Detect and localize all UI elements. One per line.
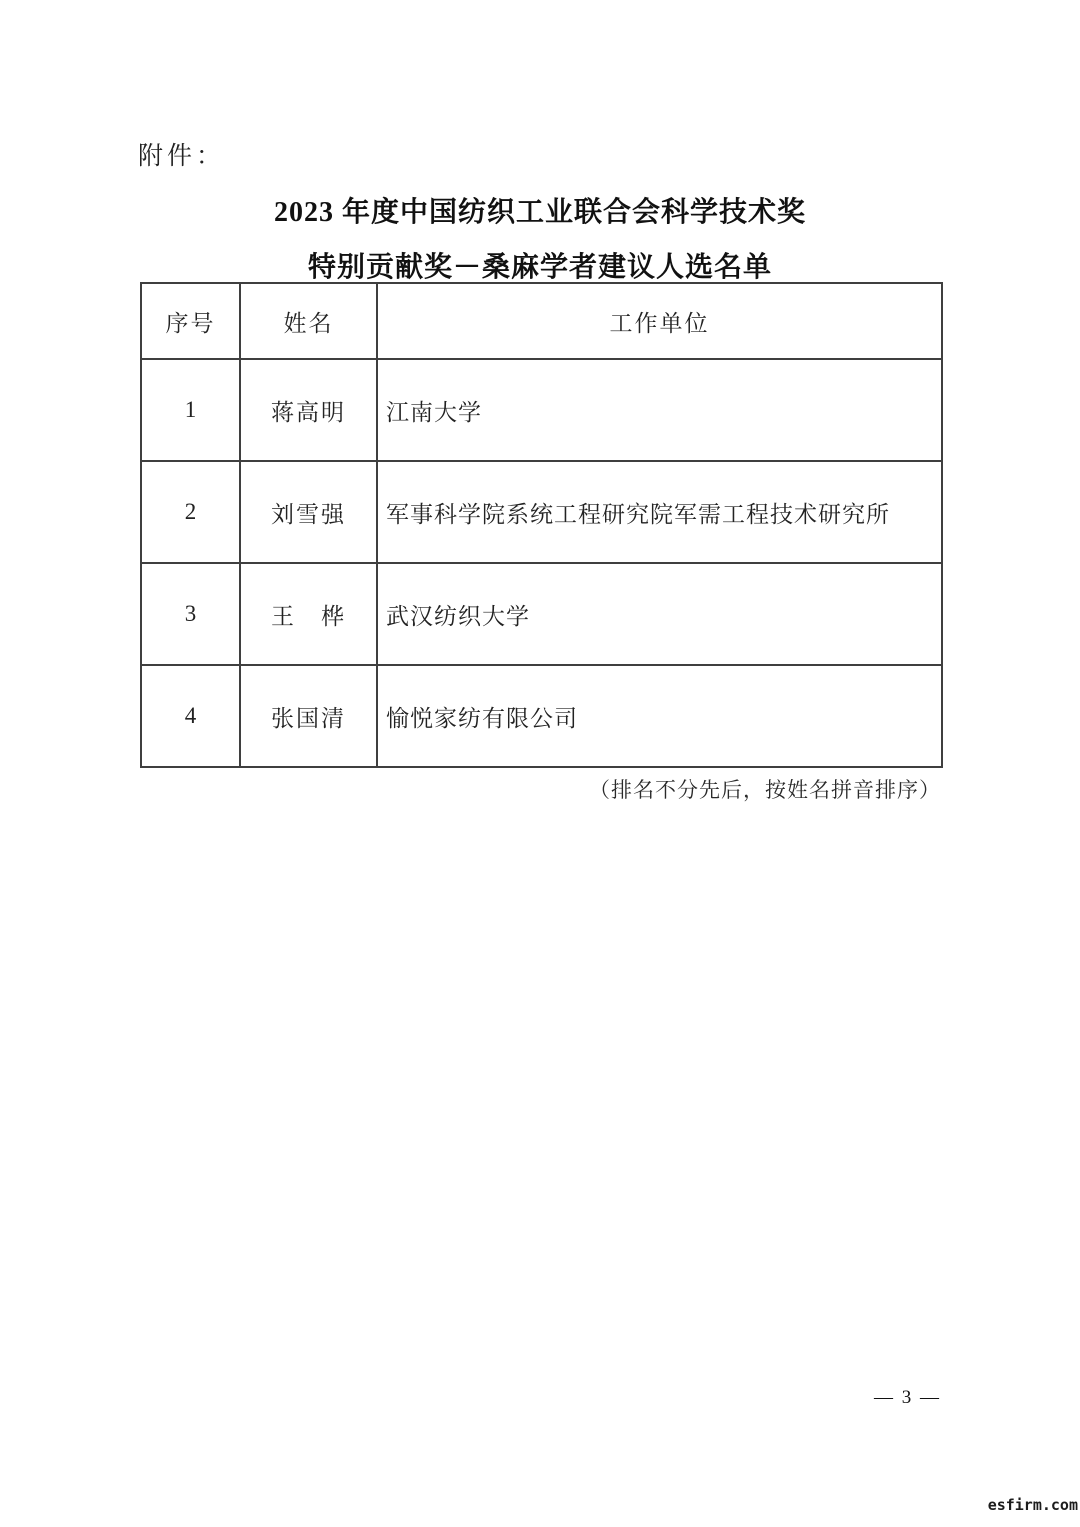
document-title-line2: 特别贡献奖－桑麻学者建议人选名单 [307,252,772,283]
cell-unit: 愉悦家纺有限公司 [377,665,942,767]
candidates-table [140,282,943,768]
document-title-line1: 2023 年度中国纺织工业联合会科学技术奖 [273,197,806,228]
table-header-row [141,283,942,359]
table-row [141,359,942,461]
cell-name: 蒋高明 [240,359,377,461]
cell-number: 4 [141,665,240,767]
cell-number: 2 [141,461,240,563]
cell-unit: 江南大学 [377,359,942,461]
header-cell-name: 姓名 [240,283,377,359]
page-number: — 3 — [874,1387,941,1408]
candidates-table-container [140,282,941,768]
ranking-footnote: （排名不分先后，按姓名拼音排序） [589,778,941,802]
cell-name: 刘雪强 [240,461,377,563]
cell-unit: 武汉纺织大学 [377,563,942,665]
header-cell-number: 序号 [141,283,240,359]
table-row [141,461,942,563]
table-row [141,665,942,767]
cell-name: 张国清 [240,665,377,767]
watermark-text: esfirm.com [987,1496,1078,1514]
attachment-label: 附件： [138,143,226,170]
cell-number: 3 [141,563,240,665]
table-row [141,563,942,665]
cell-unit: 军事科学院系统工程研究院军需工程技术研究所 [377,461,942,563]
header-cell-unit: 工作单位 [377,283,942,359]
cell-number: 1 [141,359,240,461]
cell-name: 王 桦 [240,563,377,665]
